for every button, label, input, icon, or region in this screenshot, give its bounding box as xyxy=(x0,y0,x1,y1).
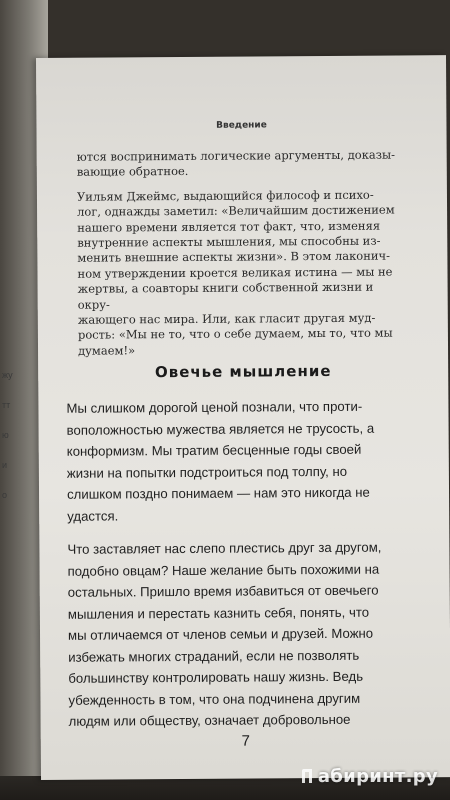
text-line: рость: «Мы не то, что о себе думаем, мы то, что мы xyxy=(77,325,393,343)
running-header: Введение xyxy=(216,120,267,131)
text-line: жающего нас мира. Или, как гласит другая муд- xyxy=(77,310,376,327)
intro-paragraph-2 xyxy=(77,187,408,359)
page-number: 7 xyxy=(241,732,251,750)
body-text xyxy=(66,395,423,744)
text-line: Мы слишком дорогой ценой познали, что проти- xyxy=(66,398,363,416)
text-line: мы отличаемся от членов семьи и друзей. Можно xyxy=(67,625,374,643)
text-line: ном утверждении кроется великая истина — мы не xyxy=(77,264,393,281)
text-line: жизни на попытки подстроиться под толпу, но xyxy=(66,463,348,481)
text-line: менить внешние аспекты жизни». В этом лаконич- xyxy=(77,248,391,266)
edge-mark: жу xyxy=(2,370,13,380)
watermark-text: абиринт.ру xyxy=(317,766,438,787)
text-line: нашего времени является тот факт, что, изменяя xyxy=(77,218,381,235)
text-line: слишком поздно понимаем — нам это никогда не xyxy=(66,484,370,502)
edge-mark: ю xyxy=(2,430,9,440)
text-line: вающие обратное. xyxy=(76,164,189,180)
text-line: лог, однажды заметил: «Величайшим достижением xyxy=(77,202,395,219)
body-paragraph-1 xyxy=(66,395,422,526)
intro-paragraph-1 xyxy=(77,147,407,180)
text-line: мышления и перестать казнить себя, понять, что xyxy=(67,604,370,622)
text-line: внутренние аспекты мышления, мы способны из- xyxy=(77,233,381,250)
text-line: ются воспринимать логические аргументы, доказы- xyxy=(76,147,396,164)
edge-mark: и xyxy=(2,460,8,470)
text-line: воположностью мужества является не трусость, а xyxy=(66,420,375,438)
book-page xyxy=(36,55,450,780)
text-line: удастся. xyxy=(67,507,119,524)
text-line: Что заставляет нас слепо плестись друг за другом, xyxy=(67,539,382,557)
text-line: большинству контролировать нашу жизнь. Ведь xyxy=(68,668,364,686)
labirint-watermark xyxy=(300,766,438,787)
text-line: думаем!» xyxy=(77,343,136,358)
body-paragraph-2 xyxy=(67,536,423,732)
text-line: остальных. Пришло время избавиться от овечьего xyxy=(67,582,379,600)
text-line: подобно овцам? Наше желание быть похожими на xyxy=(67,561,380,579)
text-line: конформизм. Мы тратим бесценные годы своей xyxy=(66,441,362,459)
text-line: избежать многих страданий, если не позволять xyxy=(68,647,360,665)
text-line: убежденность в том, что она подчинена другим xyxy=(68,690,361,708)
text-line: жертвы, а соавторы книги собственной жизни и окру- xyxy=(77,279,374,312)
edge-mark: тт xyxy=(2,400,11,410)
text-line: Уильям Джеймс, выдающийся философ и психо- xyxy=(76,187,374,204)
labirint-logo-icon xyxy=(300,768,314,784)
intro-text xyxy=(77,147,409,368)
edge-mark: о xyxy=(2,490,8,500)
adjacent-page-text xyxy=(2,360,20,510)
text-line: людям или обществу, означает добровольное xyxy=(68,711,351,729)
section-heading: Овечье мышление xyxy=(154,361,332,382)
